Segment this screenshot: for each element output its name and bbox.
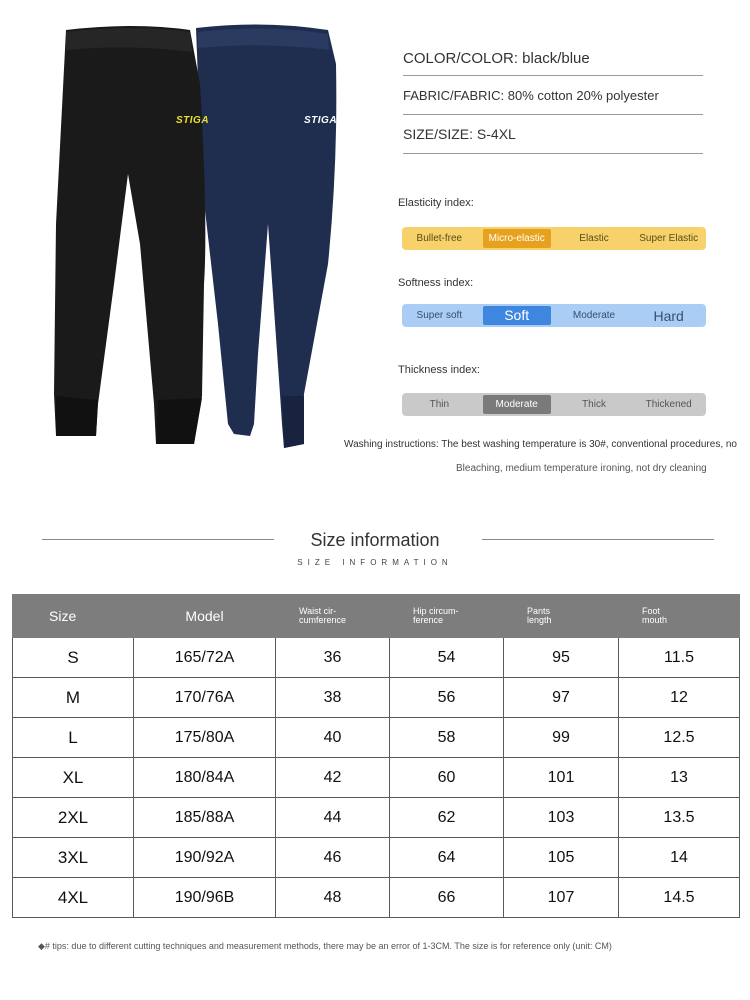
table-header-cell: Waist cir- cumference (276, 595, 390, 638)
elasticity-option: Super Elastic (639, 233, 699, 244)
table-cell: 14 (619, 838, 740, 878)
elasticity-index-bar (402, 227, 706, 250)
table-cell: 175/80A (134, 718, 276, 758)
table-row (13, 678, 740, 718)
table-cell: 38 (276, 678, 390, 718)
table-cell: 14.5 (619, 878, 740, 918)
table-cell: 62 (390, 798, 504, 838)
table-header-cell: Size (13, 595, 134, 638)
brand-logo-black: STIGA (176, 115, 210, 126)
table-cell: 46 (276, 838, 390, 878)
table-cell: 56 (390, 678, 504, 718)
table-header-cell: Hip circum- ference (390, 595, 504, 638)
washing-instructions-cont: Bleaching, medium temperature ironing, not dry cleaning (456, 463, 707, 474)
table-cell: 190/92A (134, 838, 276, 878)
table-cell: 48 (276, 878, 390, 918)
black-pants-image (54, 24, 214, 444)
table-cell: 11.5 (619, 638, 740, 678)
table-cell: 170/76A (134, 678, 276, 718)
table-row (13, 798, 740, 838)
table-cell: 12.5 (619, 718, 740, 758)
thickness-option: Thick (582, 399, 606, 410)
table-cell: 101 (504, 758, 619, 798)
spec-color: COLOR/COLOR: black/blue (403, 50, 703, 76)
measurement-tip: ◆# tips: due to different cutting techniques and measurement methods, there may be an error of 1-3CM. The size is for reference only (unit: CM) (38, 941, 612, 951)
size-section-subtitle: SIZE INFORMATION (297, 558, 453, 567)
softness-option: Hard (653, 307, 684, 324)
table-header-row (13, 595, 740, 638)
thickness-index-title: Thickness index: (398, 364, 480, 376)
table-cell: 95 (504, 638, 619, 678)
thickness-option: Thin (429, 399, 450, 410)
softness-index-bar (402, 304, 706, 327)
table-cell: 185/88A (134, 798, 276, 838)
table-cell: XL (13, 758, 134, 798)
softness-option-selected: Soft (483, 306, 551, 325)
table-cell: 105 (504, 838, 619, 878)
size-table (12, 594, 740, 918)
size-section-title: Size information (310, 530, 440, 550)
table-row (13, 758, 740, 798)
table-cell: 190/96B (134, 878, 276, 918)
table-cell: 99 (504, 718, 619, 758)
table-cell: 3XL (13, 838, 134, 878)
table-cell: 13.5 (619, 798, 740, 838)
table-cell: 13 (619, 758, 740, 798)
table-row (13, 878, 740, 918)
table-cell: 44 (276, 798, 390, 838)
elasticity-index-title: Elasticity index: (398, 197, 474, 209)
table-cell: 103 (504, 798, 619, 838)
table-cell: 58 (390, 718, 504, 758)
elasticity-option: Bullet-free (416, 233, 463, 244)
table-cell: 40 (276, 718, 390, 758)
table-cell: 165/72A (134, 638, 276, 678)
table-body (13, 638, 740, 918)
table-cell: 97 (504, 678, 619, 718)
table-header-cell: Foot mouth (619, 595, 740, 638)
washing-instructions: Washing instructions: The best washing temperature is 30#, conventional procedures, no (344, 439, 737, 450)
brand-logo-blue: STIGA (304, 115, 338, 126)
thickness-option-selected: Moderate (483, 395, 551, 414)
softness-index-title: Softness index: (398, 277, 474, 289)
table-cell: 4XL (13, 878, 134, 918)
table-cell: 180/84A (134, 758, 276, 798)
table-cell: 66 (390, 878, 504, 918)
table-cell: L (13, 718, 134, 758)
table-cell: 64 (390, 838, 504, 878)
table-cell: 36 (276, 638, 390, 678)
table-header-cell: Pants length (504, 595, 619, 638)
spec-size: SIZE/SIZE: S-4XL (403, 126, 703, 154)
spec-fabric: FABRIC/FABRIC: 80% cotton 20% polyester (403, 88, 703, 115)
table-cell: 2XL (13, 798, 134, 838)
table-cell: S (13, 638, 134, 678)
table-cell: 12 (619, 678, 740, 718)
table-cell: 60 (390, 758, 504, 798)
table-row (13, 838, 740, 878)
softness-option: Super soft (416, 310, 463, 321)
table-cell: 107 (504, 878, 619, 918)
table-cell: 54 (390, 638, 504, 678)
table-header-cell: Model (134, 595, 276, 638)
elasticity-option: Elastic (579, 233, 609, 244)
elasticity-option-selected: Micro-elastic (483, 229, 551, 248)
table-row (13, 718, 740, 758)
table-cell: 42 (276, 758, 390, 798)
thickness-index-bar (402, 393, 706, 416)
thickness-option: Thickened (645, 399, 692, 410)
softness-option: Moderate (572, 310, 616, 321)
table-cell: M (13, 678, 134, 718)
table-row (13, 638, 740, 678)
